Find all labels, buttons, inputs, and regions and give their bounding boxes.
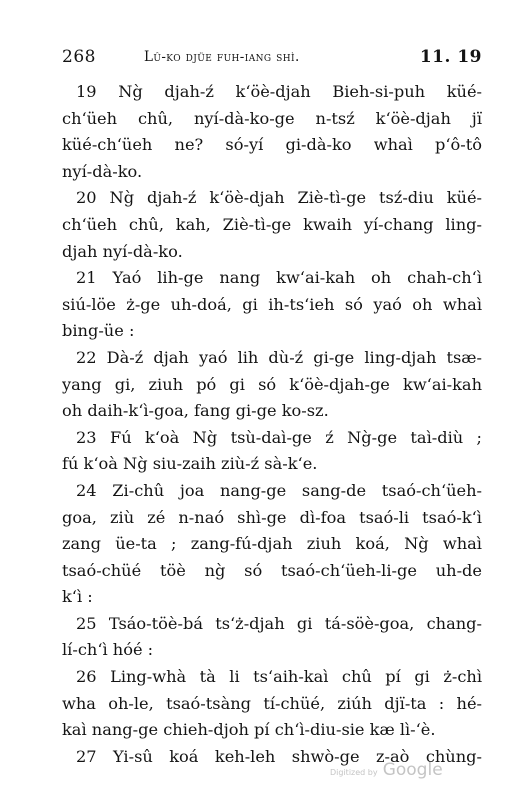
watermark-prefix: Digitized by bbox=[330, 768, 378, 777]
text-line: fú k‘oà Ng̀ siu-zaih ziù-ź sà-k‘e. bbox=[62, 454, 318, 474]
text-line: wha oh-le, tsaó-tsàng tí-chüé, ziúh djï-ta : hé- bbox=[62, 693, 482, 713]
text-line: ch‘üeh chû, nyí-dà-ko-ge n-tsź k‘öè-djah jï bbox=[62, 108, 482, 128]
text-line: 24 Zi-chû joa nang-ge sang-de tsaó-ch‘üeh- bbox=[76, 480, 482, 500]
running-title: Lû-ko djüe fuh-iang shì. bbox=[144, 49, 300, 65]
text-line: kaì nang-ge chieh-djoh pí ch‘ì-diu-sie kæ lì-‘è. bbox=[62, 720, 436, 740]
text-line: 27 Yi-sû koá keh-leh shwò-ge z-aò chùng- bbox=[76, 746, 482, 766]
chapter-verse-reference: 11. 19 bbox=[419, 47, 482, 67]
watermark-brand: Google bbox=[382, 760, 443, 780]
text-line: siú-löe ż-ge uh-doá, gi ih-ts‘ieh só yaó oh whaì bbox=[62, 294, 482, 314]
text-line: k‘ì : bbox=[62, 587, 93, 607]
body-text bbox=[62, 79, 482, 770]
watermark bbox=[330, 760, 443, 780]
page-number: 268 bbox=[62, 47, 96, 67]
text-line: 19 Ng̀ djah-ź k‘öè-djah Bieh-si-puh küé- bbox=[76, 82, 482, 101]
text-line: lí-ch‘ì hóé : bbox=[62, 640, 154, 660]
text-line: küé-ch‘üeh ne? só-yí gi-dà-ko whaì p‘ô-tô bbox=[62, 135, 482, 155]
text-line: yang gi, ziuh pó gi só k‘öè-djah-ge kw‘ai-kah bbox=[62, 374, 482, 394]
text-line: 20 Ng̀ djah-ź k‘öè-djah Ziè-tì-ge tsź-diu küé- bbox=[76, 188, 482, 208]
text-line: bing-üe : bbox=[62, 321, 135, 341]
text-line: nyí-dà-ko. bbox=[62, 161, 143, 181]
text-line: djah nyí-dà-ko. bbox=[62, 241, 183, 261]
text-line: 26 Ling-whà tà li ts‘aih-kaì chû pí gi ż-chì bbox=[76, 667, 482, 687]
text-line: 21 Yaó lih-ge nang kw‘ai-kah oh chah-ch‘ì bbox=[76, 268, 482, 288]
text-line: tsaó-chüé töè ng̀ só tsaó-ch‘üeh-li-ge uh-de bbox=[62, 560, 482, 580]
page-header bbox=[62, 47, 482, 73]
text-line: zang üe-ta ; zang-fú-djah ziuh koá, Ng̀ whaì bbox=[62, 534, 482, 554]
text-line: ch‘üeh chû, kah, Ziè-tì-ge kwaih yí-chang ling- bbox=[62, 214, 482, 234]
text-line: 22 Dà-ź djah yaó lih dù-ź gi-ge ling-djah tsæ- bbox=[76, 347, 482, 367]
text-line: goa, ziù zé n-naó shì-ge dì-foa tsaó-li tsaó-k‘ì bbox=[62, 507, 482, 527]
text-line: 23 Fú k‘oà Ng̀ tsù-daì-ge ź Ng̀-ge taì-diù ; bbox=[76, 427, 482, 447]
text-line: 25 Tsáo-töè-bá ts‘ż-djah gi tá-söè-goa, chang- bbox=[76, 613, 482, 633]
text-line: oh daih-k‘ì-goa, fang gi-ge ko-sz. bbox=[62, 401, 329, 421]
